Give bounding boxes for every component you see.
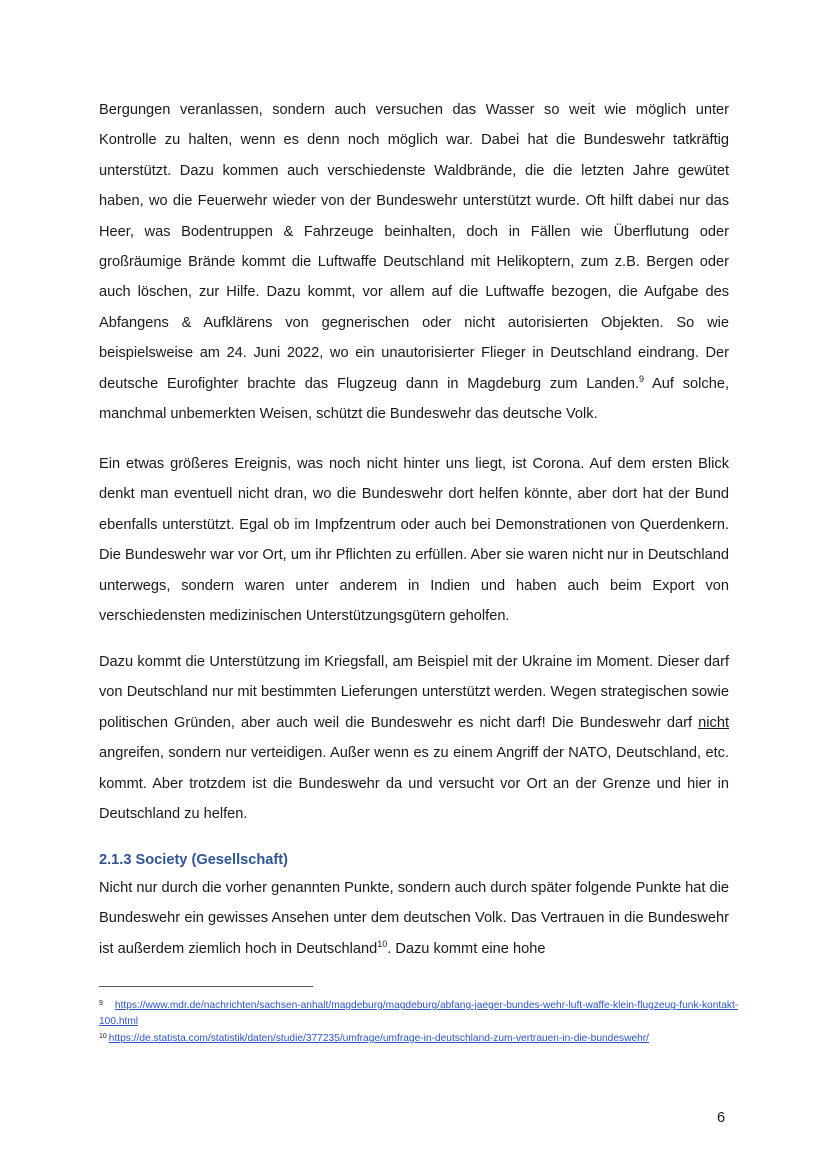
page-number: 6 <box>717 1110 726 1126</box>
footnote-link[interactable]: https://de.statista.com/statistik/daten/studie/377235/umfrage/umfrage-in-deutschland-zum-vertrauen-in-die-bundeswehr/ <box>108 1033 650 1044</box>
paragraph-text: Dazu kommt die Unterstützung im Kriegsfall, am Beispiel mit der Ukraine im Moment. Dieser darf von Deutschland nur mit bestimmten Lieferungen unterstützt werden. Wegen strategischen sowie politischen Gründen, aber auch weil die Bundeswehr es nicht darf! Die Bundeswehr darf <box>99 654 729 731</box>
paragraph-bundeswehr-disaster-relief <box>99 95 729 429</box>
section-heading: 2.1.3 Society (Gesellschaft) <box>99 852 288 868</box>
footnote-link[interactable]: https://www.mdr.de/nachrichten/sachsen-anhalt/magdeburg/magdeburg/abfang-jaeger-bundes-wehr-luft-waffe-klein-flugzeug-funk-kontakt-100.html <box>99 1000 739 1027</box>
underlined-word: nicht <box>698 714 729 731</box>
footnote-9 <box>99 996 739 1029</box>
paragraph-text: Bergungen veranlassen, sondern auch versuchen das Wasser so weit wie möglich unter Kontrolle zu halten, wenn es denn noch möglich war. Dabei hat die Bundeswehr tatkräftig unterstützt. Dazu kommen auch verschiedenste Waldbrände, die die letzten Jahre gewütet haben, wo die Feuerwehr wieder von der Bundeswehr unterstützt wurde. Oft hilft dabei nur das Heer, was Bodentruppen & Fahrzeuge beinhalten, doch in Fällen wie Überflutung oder großräumige Brände kommt die Luftwaffe Deutschland mit Helikoptern, zum z.B. Bergen oder auch löschen, zur Hilfe. Dazu kommt, vor allem auf die Luftwaffe bezogen, die Aufgabe des Abfangens & Aufklärens von gegnerischen oder nicht autorisierten Objekten. So wie beispielsweise am 24. Juni 2022, wo ein unautorisierter Flieger in Deutschland eindrang. Der deutsche Eurofighter brachte das Flugzeug dann in Magdeburg zum Landen. <box>99 102 729 392</box>
footnote-number: 10 <box>99 1033 107 1040</box>
paragraph-society <box>99 873 729 964</box>
paragraph-ukraine <box>99 647 729 829</box>
footnote-ref-9[interactable]: 9 <box>639 373 645 384</box>
footnotes <box>99 996 739 1047</box>
paragraph-text: . Dazu kommt eine hohe <box>387 940 546 957</box>
footnote-number: 9 <box>99 1000 103 1007</box>
paragraph-text: Auf solche, manchmal unbemerkten Weisen, schützt die Bundeswehr das deutsche Volk. <box>99 375 730 423</box>
footnote-10 <box>99 1029 739 1047</box>
footnote-separator <box>99 986 313 987</box>
footnote-ref-10[interactable]: 10 <box>377 938 388 949</box>
paragraph-text: Nicht nur durch die vorher genannten Punkte, sondern auch durch später folgende Punkte hat die Bundeswehr ein gewisses Ansehen unter dem deutschen Volk. Das Vertrauen in die Bundeswehr ist außerdem ziemlich hoch in Deutschland <box>99 880 729 957</box>
paragraph-corona: Ein etwas größeres Ereignis, was noch nicht hinter uns liegt, ist Corona. Auf dem ersten Blick denkt man eventuell nicht dran, wo die Bundeswehr dort helfen könnte, aber dort hat der Bund ebenfalls unterstützt. Egal ob im Impfzentrum oder auch bei Demonstrationen von Querdenkern. Die Bundeswehr war vor Ort, um ihr Pflichten zu erfüllen. Aber sie waren nicht nur in Deutschland unterwegs, sondern waren unter anderem in Indien und haben auch beim Export von verschiedensten medizinischen Unterstützungsgütern geholfen. <box>99 456 729 625</box>
paragraph-text: angreifen, sondern nur verteidigen. Außer wenn es zu einem Angriff der NATO, Deutschland, etc. kommt. Aber trotzdem ist die Bundeswehr da und versucht vor Ort an der Grenze und hier in Deutschland zu helfen. <box>99 745 729 823</box>
